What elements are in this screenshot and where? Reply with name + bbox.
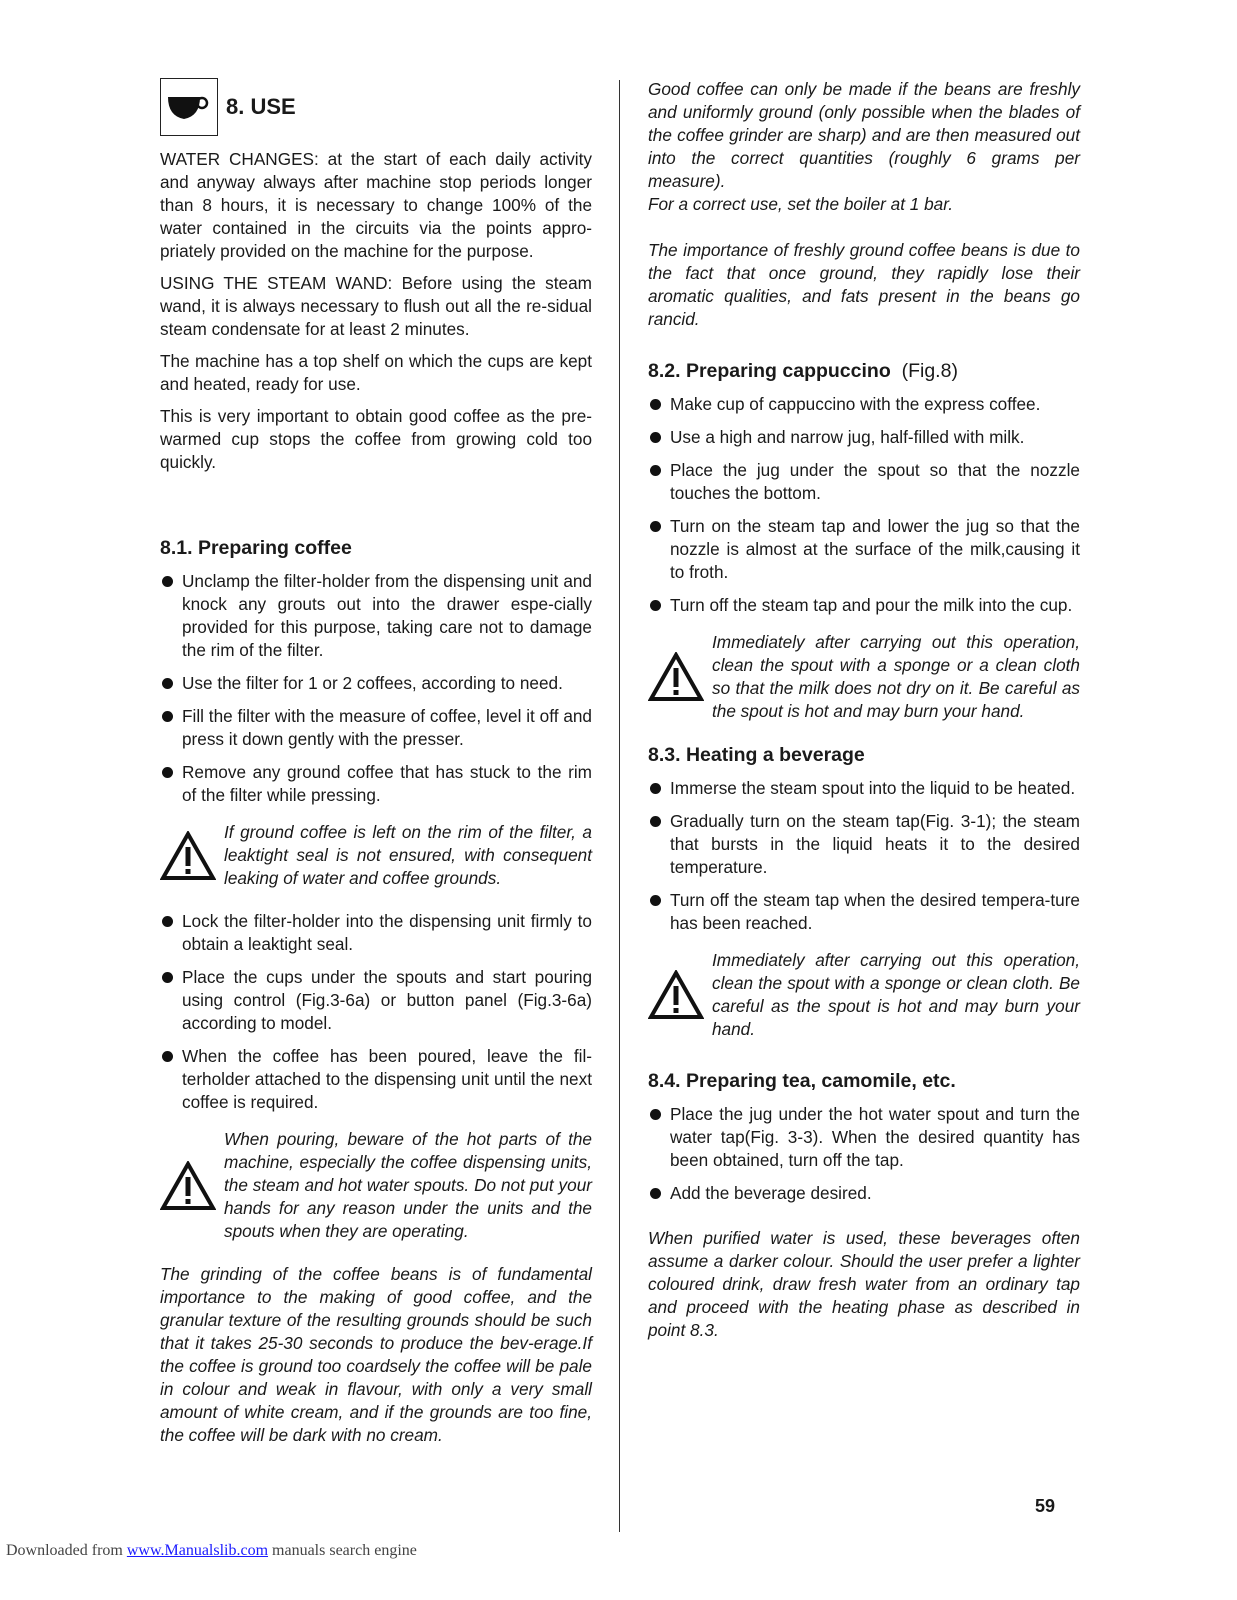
warning-triangle-icon: [648, 970, 712, 1020]
warning-triangle-icon: [160, 1161, 224, 1211]
paragraph-grinding: The grinding of the coffee beans is of fundamental importance to the making of good coffee, and the granular texture of the resulting grounds should be such that it takes 25-30 seconds to produce the bev-erage.If the coffee is ground too coardsely the coffee will be pale in colour and weak in flavour, with only a very small amount of white cream, and if the grounds are too fine, the coffee will be dark with no cream.: [160, 1264, 592, 1445]
list-item: Make cup of cappuccino with the express coffee.: [648, 393, 1080, 416]
column-divider: [619, 80, 620, 1532]
figure-reference: (Fig.8): [901, 360, 958, 382]
warning-text: When pouring, beware of the hot parts of the machine, especially the coffee dispensing units, the steam and hot water spouts. Do not put your hands for any reason under the units and the spouts when they are operating.: [224, 1129, 592, 1241]
paragraph-steam-wand: USING THE STEAM WAND: Before using the steam wand, it is always necessary to flush out all the re-sidual steam condensate for at least 2 minutes.: [160, 273, 592, 339]
paragraph-boiler: For a correct use, set the boiler at 1 bar.: [648, 194, 954, 214]
right-column: [648, 78, 1080, 1342]
list-item: Fill the filter with the measure of coffee, level it off and press it down gently with the presser.: [160, 705, 592, 751]
paragraph-fresh-beans: The importance of freshly ground coffee beans is due to the fact that once ground, they rapidly lose their aromatic qualities, and fats present in the beans go rancid.: [648, 240, 1080, 329]
list-item: Use the filter for 1 or 2 coffees, according to need.: [160, 672, 592, 695]
list-item: Remove any ground coffee that has stuck to the rim of the filter while pressing.: [160, 761, 592, 807]
page-number: 59: [1035, 1496, 1056, 1516]
list-item: Gradually turn on the steam tap(Fig. 3-1); the steam that bursts in the liquid heats it to the desired temperature.: [648, 810, 1080, 879]
warning-triangle-icon: [160, 831, 224, 881]
list-item: Unclamp the filter-holder from the dispensing unit and knock any grouts out into the drawer espe-cially provided for this purpose, taking care not to damage the rim of the filter.: [160, 570, 592, 662]
list-item: Place the jug under the hot water spout and turn the water tap(Fig. 3-3). When the desired quantity has been obtained, turn off the tap.: [648, 1103, 1080, 1172]
left-column: [160, 78, 592, 1447]
footer-suffix: manuals search engine: [268, 1542, 417, 1559]
paragraph-water-changes: WATER CHANGES: at the start of each daily activity and anyway always after machine stop periods longer than 8 hours, it is necessary to change 100% of the water contained in the circuits via the points appro-priately provided on the machine for the purpose.: [160, 149, 592, 261]
warning-text: Immediately after carrying out this operation, clean the spout with a sponge or clean cloth. Be careful as the spout is hot and may burn your hand.: [712, 950, 1080, 1039]
download-footer: [6, 1542, 417, 1560]
warning-clean-spout-milk: [648, 631, 1080, 723]
paragraph-purified-water: When purified water is used, these beverages often assume a darker colour. Should the user prefer a lighter coloured drink, draw fresh water from an ordinary tap and proceed with the heating phase as described in point 8.3.: [648, 1228, 1080, 1340]
list-item: Turn off the steam tap when the desired tempera-ture has been reached.: [648, 889, 1080, 935]
warning-hot-parts: [160, 1128, 592, 1243]
list-item: Place the cups under the spouts and start pouring using control (Fig.3-6a) or button panel (Fig.3-6a) according to model.: [160, 966, 592, 1035]
paragraph-top-shelf: The machine has a top shelf on which the cups are kept and heated, ready for use.: [160, 351, 592, 394]
heading-text: 8.2. Preparing cappuccino: [648, 360, 891, 382]
heading-heating-beverage: 8.3. Heating a beverage: [648, 744, 865, 766]
list-item: When the coffee has been poured, leave the fil-terholder attached to the dispensing unit until the next coffee is required.: [160, 1045, 592, 1114]
cappuccino-list: [648, 393, 1080, 617]
warning-text: Immediately after carrying out this operation, clean the spout with a sponge or a clean cloth so that the milk does not dry on it. Be careful as the spout is hot and may burn your hand.: [712, 632, 1080, 721]
heading-preparing-coffee: 8.1. Preparing coffee: [160, 537, 352, 559]
heading-preparing-cappuccino: [648, 359, 1080, 383]
preparing-coffee-list-a: [160, 570, 592, 807]
list-item: Turn on the steam tap and lower the jug so that the nozzle is almost at the surface of the milk,causing it to froth.: [648, 515, 1080, 584]
coffee-cup-icon: [160, 78, 218, 136]
warning-clean-spout: [648, 949, 1080, 1041]
section-title-row: [160, 78, 592, 136]
paragraph-good-coffee: Good coffee can only be made if the beans are freshly and uniformly ground (only possible when the blades of the coffee grinder are sharp) and are then measured out into the correct quantities (roughly 6 grams per measure).: [648, 79, 1080, 191]
list-item: Use a high and narrow jug, half-filled with milk.: [648, 426, 1080, 449]
warning-triangle-icon: [648, 652, 712, 702]
list-item: Place the jug under the spout so that the nozzle touches the bottom.: [648, 459, 1080, 505]
list-item: Immerse the steam spout into the liquid to be heated.: [648, 777, 1080, 800]
list-item: Lock the filter-holder into the dispensing unit firmly to obtain a leaktight seal.: [160, 910, 592, 956]
warning-rim-seal: [160, 821, 592, 890]
preparing-coffee-list-b: [160, 910, 592, 1114]
footer-prefix: Downloaded from: [6, 1542, 127, 1559]
heading-preparing-tea: 8.4. Preparing tea, camomile, etc.: [648, 1070, 956, 1092]
paragraph-prewarmed-cup: This is very important to obtain good coffee as the pre-warmed cup stops the coffee from growing cold too quickly.: [160, 406, 592, 472]
heating-list: [648, 777, 1080, 935]
warning-text: If ground coffee is left on the rim of the filter, a leaktight seal is not ensured, with consequent leaking of water and coffee grounds.: [224, 822, 592, 888]
manualslib-link[interactable]: www.Manualslib.com: [126, 1542, 269, 1559]
list-item: Turn off the steam tap and pour the milk into the cup.: [648, 594, 1080, 617]
tea-list: [648, 1103, 1080, 1205]
page-title: 8. USE: [226, 94, 296, 119]
list-item: Add the beverage desired.: [648, 1182, 1080, 1205]
